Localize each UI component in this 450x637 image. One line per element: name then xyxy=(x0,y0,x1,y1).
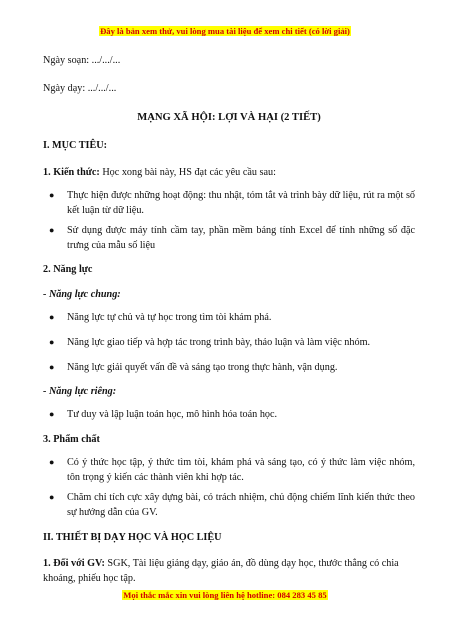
list-item: ● Có ý thức học tập, ý thức tìm tòi, khám phá và sáng tạo, có ý thức làm việc nhóm, tôn trọng ý kiến các thành viên khi hợp tác. xyxy=(49,457,415,483)
bullet-icon: ● xyxy=(49,457,55,467)
nang-luc-heading: 2. Năng lực xyxy=(43,264,93,275)
page-title: MẠNG XÃ HỘI: LỢI VÀ HẠI (2 TIẾT) xyxy=(137,112,321,123)
bullet-icon: ● xyxy=(49,409,55,419)
preview-banner xyxy=(0,26,450,36)
bullet-icon: ● xyxy=(49,337,55,347)
list-item: ● Chăm chỉ tích cực xây dựng bài, có trách nhiệm, chủ động chiếm lĩnh kiến thức theo sự hướng dẫn của GV. xyxy=(49,492,415,518)
pham-chat-heading: 3. Phẩm chất xyxy=(43,434,100,445)
ngay-day: Ngày dạy: .../.../... xyxy=(43,83,117,94)
preview-banner-text: Đây là bản xem thử, vui lòng mua tài liệu để xem chi tiết (có lời giải) xyxy=(100,26,350,36)
nang-luc-chung-heading: - Năng lực chung: xyxy=(43,289,121,300)
bullet-icon: ● xyxy=(49,312,55,322)
kien-thuc-text: Học xong bài này, HS đạt các yêu cầu sau: xyxy=(99,167,276,178)
doi-voi-gv-label: 1. Đối với GV: xyxy=(43,558,105,569)
kien-thuc-heading xyxy=(43,165,415,180)
bullet-icon: ● xyxy=(49,492,55,502)
list-item: ● Năng lực giải quyết vấn đề và sáng tạo trong thực hành, vận dụng. xyxy=(49,362,338,373)
list-item: ● Tư duy và lập luận toán học, mô hình hóa toán học. xyxy=(49,409,278,420)
pham-chat-list xyxy=(43,455,415,520)
bullet-icon: ● xyxy=(49,362,55,372)
kien-thuc-list xyxy=(43,188,415,253)
doi-voi-gv-text: SGK, Tài liệu giảng dạy, giáo án, đồ dùng dạy học, thước thẳng có chia khoảng, phiếu học tập. xyxy=(43,558,399,584)
nang-luc-rieng-list xyxy=(43,407,415,422)
list-item: ● Năng lực giao tiếp và hợp tác trong trình bày, thảo luận và làm việc nhóm. xyxy=(49,337,371,348)
list-item: ● Năng lực tự chủ và tự học trong tìm tòi khám phá. xyxy=(49,312,272,323)
list-item: ● Sử dụng được máy tính cầm tay, phần mềm bảng tính Excel để tính những số đặc trưng của mẫu số liệu xyxy=(49,225,415,251)
section-thiet-bi: II. THIẾT BỊ DẠY HỌC VÀ HỌC LIỆU xyxy=(43,532,222,543)
document-body xyxy=(43,50,415,586)
section-muc-tieu: I. MỤC TIÊU: xyxy=(43,140,108,151)
nang-luc-rieng-heading: - Năng lực riêng: xyxy=(43,386,117,397)
doi-voi-gv-paragraph xyxy=(43,556,415,586)
nang-luc-chung-list xyxy=(43,310,415,375)
kien-thuc-label: 1. Kiến thức: xyxy=(43,167,100,178)
ngay-soan: Ngày soạn: .../.../... xyxy=(43,55,121,66)
hotline-footer xyxy=(0,590,450,600)
hotline-text: Mọi thắc mắc xin vui lòng liên hệ hotline: 084 283 45 85 xyxy=(123,590,327,600)
list-item: ● Thực hiện được những hoạt động: thu nhật, tóm tắt và trình bày dữ liệu, rút ra một số kết luận từ dữ liệu. xyxy=(49,190,415,216)
bullet-icon: ● xyxy=(49,190,55,200)
bullet-icon: ● xyxy=(49,225,55,235)
